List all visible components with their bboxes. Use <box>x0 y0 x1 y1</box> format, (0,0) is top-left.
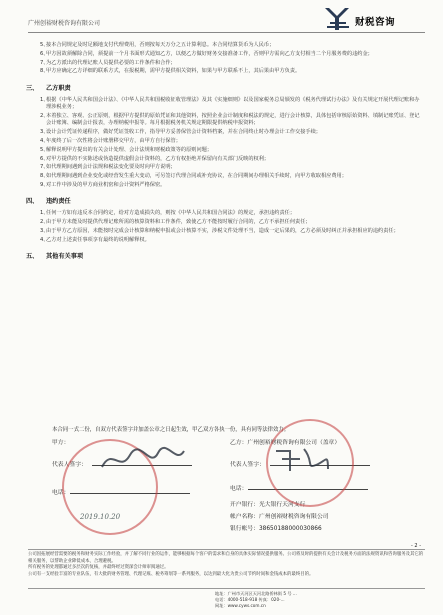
party-b-signature-icon <box>272 445 332 475</box>
signature-intro: 本合同一式二份，自双方代表签字并加盖公章之日起生效，甲乙双方各执一份，具有同等法律效力。 <box>52 427 290 433</box>
party-a-phone-label: 电话： <box>52 490 70 496</box>
footer-address: 地址：广州市天河区天河北路侨林街 5 号 ... <box>215 591 297 596</box>
account-number: 银行帐号：38650188000030866 <box>230 526 322 532</box>
brand-logo <box>305 6 425 32</box>
list-item: 6、 对甲方提供的不实陈述或伪造提供虚假会计资料的，乙方有权拒绝并保留向有关部门反映的权利； <box>40 155 270 162</box>
pre-items-list <box>26 42 421 76</box>
party-b-rep-label: 代表人签字： <box>230 462 265 468</box>
list-item: 8、 甲方应确定乙方详细的联系方式，在报税期，需甲方提供相关资料，如果与甲方联系不上，其后果由甲方负责。 <box>40 68 301 75</box>
list-item: 8、 如代理期间遇到企业变化或经营发生重大变动，可另签订代理合同或补充协议，在合同期间办理相关手续时，向甲方收取相应费用； <box>40 173 347 180</box>
list-item: 7、 如代理期间遇到会计法规和税法变化要及时向甲方说明； <box>40 164 176 171</box>
list-item: 4、 年度终了后一次性将会计账册移交甲方，由甲方自行保管； <box>40 138 181 144</box>
logo-text: 财税咨询 <box>355 17 396 28</box>
header-company-name: 广州创裕财税咨询有限公司 <box>28 20 101 27</box>
party-b-duties-list <box>26 97 421 190</box>
party-b-phone-label: 电话： <box>230 486 248 492</box>
page-header <box>28 6 425 33</box>
list-item: 7、 为乙方派出的代理记账人员提供必要的工作条件和合作； <box>40 59 176 66</box>
list-item: 1、 根据《中华人民共和国会计法》、《中华人民共和国税收征收管理法》及其《实施细则》以及国家税务总局颁发的《税务代理试行办法》及有关规定开展代理记账和办理涉税业务； <box>40 96 420 111</box>
list-item: 3、 设计会计凭证传递程序，做好凭证签收工作，指导甲方妥善保管会计资料档案，并在合同终止时办理会计工作交接手续； <box>40 129 321 136</box>
list-item: 1、 任何一方如有违反本合同约定，给对方造成损失的，则按《中华人民共和国合同法》的规定，承担违约责任； <box>40 210 296 217</box>
account-name: 帐户名称：广州创裕财税咨询有限公司 <box>230 514 329 520</box>
page-footer <box>28 543 425 613</box>
liability-list <box>26 210 421 244</box>
section-heading-other-matters: 五、 其他有关事项 <box>26 253 84 261</box>
party-b-label: 乙方：广州创裕财税咨询有限公司（盖章） <box>230 440 341 446</box>
list-item: 9、 对工作中涉及的甲方商业机密和会计资料严格保密。 <box>40 181 166 188</box>
bank-name: 开户银行：光大银行天河支行 <box>230 502 306 508</box>
party-a-rep-label: 代表人签字： <box>52 462 87 468</box>
page-number: - 2 - <box>411 543 421 549</box>
party-a-date: 2019.10.20 <box>80 513 121 521</box>
footer-contact <box>215 591 425 609</box>
logo-mark-icon <box>323 6 353 32</box>
list-item: 6、 甲方因故须解除合同，须提前一个月书面形式通知乙方，以便乙方做好财务交接准备工作，否则甲方需向乙方支付相当二个月服务费的违约金； <box>40 50 373 57</box>
list-item: 2、 本着独立、客观、公正原则，根据甲方提供的原始凭证和其他资料，按照企业会计制度和税法的规定，进行会计核算，具体包括审核原始资料、填制记账凭证、登记会计账簿、编制会计报表，办理纳税申报等。每月根据税务机关规定期限提供纳税申报资料； <box>40 113 420 127</box>
footer-web: 网址：www.cyws.com.cn <box>215 603 266 608</box>
footer-notes <box>28 549 425 578</box>
party-a-signature-icon <box>98 443 188 477</box>
section-heading-liability: 四、 违约责任 <box>26 198 71 206</box>
footer-note: 所有税务的处理都通过多层次的复核，并最终经过资深会计师审阅通过。 <box>28 565 169 571</box>
list-item: 5、 解释说明甲方提出的有关会计处理、会计法规和财税政策等的原则问题； <box>40 146 213 153</box>
list-item: 2、 由于甲方未能及时提供代理记账所需的核算资料和工作条件，致使乙方不能按时履行合同的，乙方不承担任何责任； <box>40 219 311 226</box>
footer-note: 公司因拓展经营需要的税务和财务实际工作经验，并了解不同行业的运作，能够根据每个客户的需求和自身的具体实际情况提供服务。公司将及时的提供有关会计及税务方面的法规资讯和咨询服务及其它的相关服务，以帮助企业降低成本，合理避税。 <box>28 552 424 564</box>
list-item: 3、 由于甲方乙方原因，未能按时完成会计核算和纳税申报或会计核算不实，涉税文件处理不当，造成一定后果的，乙方必须及时纠正并承担相应的违约责任； <box>40 227 399 234</box>
contract-body <box>26 42 421 265</box>
section-heading-party-b-duties: 三、 乙方职责 <box>26 84 71 92</box>
list-item: 4、 乙方对上述责任事项享有最终的说明解释权。 <box>40 236 150 243</box>
footer-tel: 电话：4000-518-918 传真：020-... <box>215 597 285 602</box>
party-a-label: 甲方： <box>52 440 70 446</box>
list-item: 5、 接本合同规定及时足额地支付代理费用，否则按每天万分之五计算利息。本合同结算货币为人民币； <box>40 42 275 48</box>
footer-note: 公司有一支经验丰富的专业队伍，有大批的财务管理、代理记账、税务筹划等一系列服务，以达到最大化为贵公司节约时间和金钱成本的最终目的。 <box>28 571 314 577</box>
footer-divider <box>28 588 425 589</box>
